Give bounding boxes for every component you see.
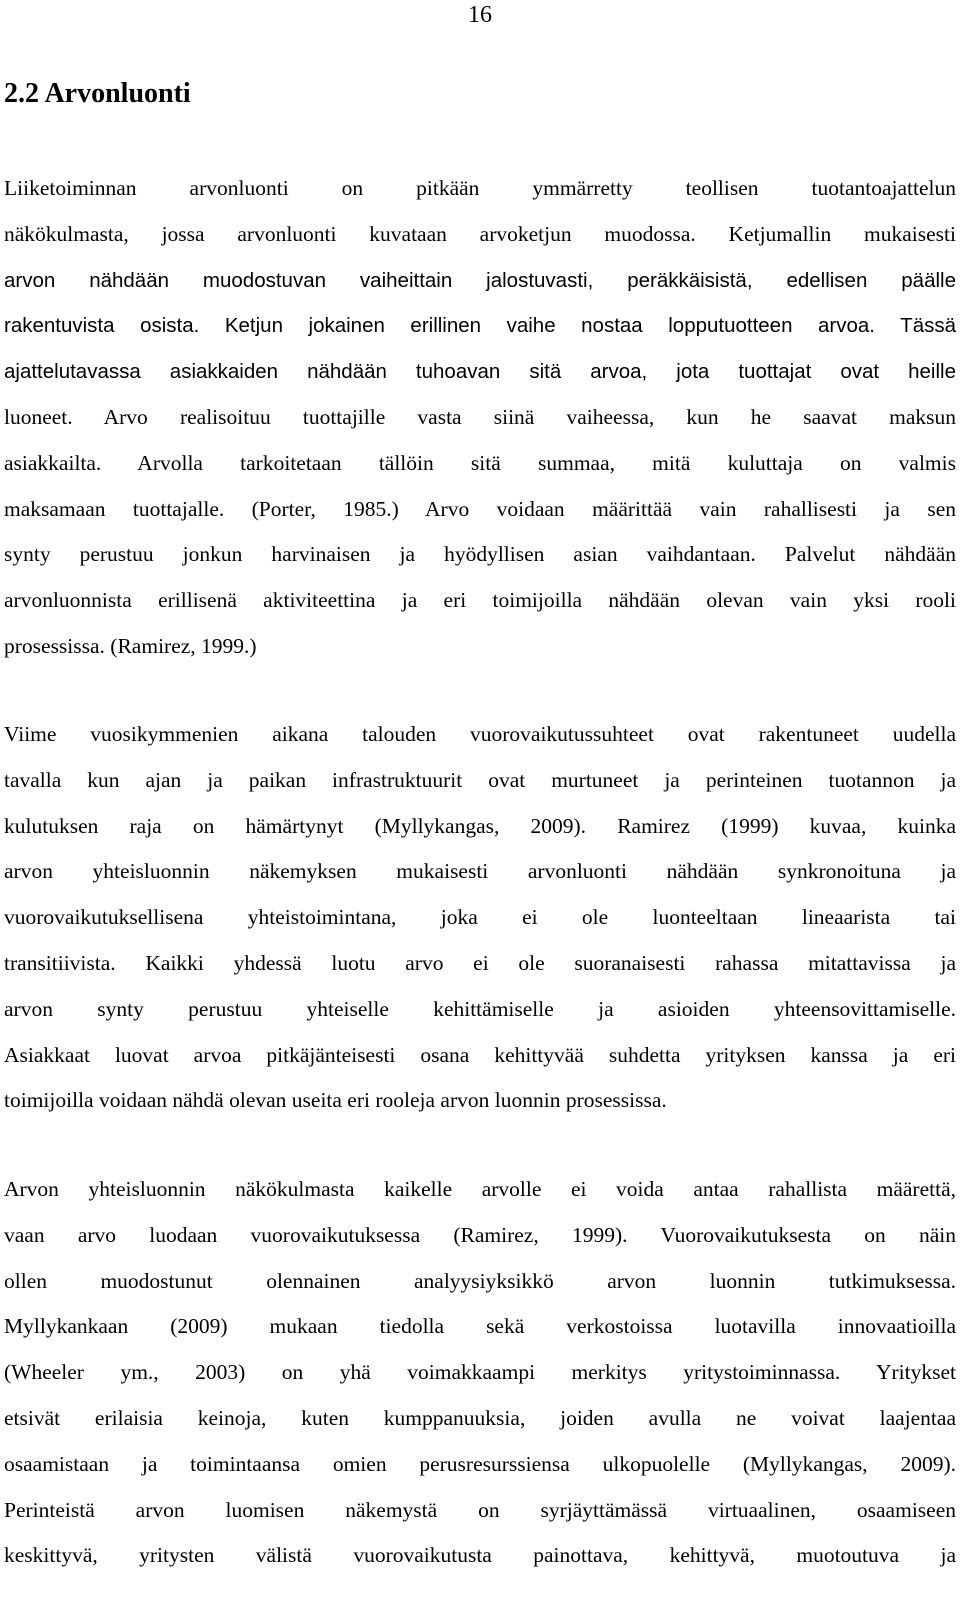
text-line: näkökulmasta, jossa arvonluonti kuvataan arvoketjun muodossa. Ketjumallin mukaisesti — [4, 221, 956, 246]
text-line: maksamaan tuottajalle. (Porter, 1985.) Arvo voidaan määrittää vain rahallisesti ja sen — [4, 496, 956, 521]
text-line: luoneet. Arvo realisoituu tuottajille vasta siinä vaiheessa, kun he saavat maksun — [4, 404, 956, 429]
text-line: vaan arvo luodaan vuorovaikutuksessa (Ramirez, 1999). Vuorovaikutuksesta on näin — [4, 1222, 956, 1247]
text-line: ajattelutavassa asiakkaiden nähdään tuhoavan sitä arvoa, jota tuottajat ovat heille — [4, 360, 956, 384]
text-line: Liiketoiminnan arvonluonti on pitkään ymmärretty teollisen tuotantoajattelun — [4, 176, 956, 200]
text-line: arvon yhteisluonnin näkemyksen mukaisesti arvonluonti nähdään synkronoituna ja — [4, 859, 956, 884]
text-line: arvonluonnista erillisenä aktiviteettina ja eri toimijoilla nähdään olevan vain yksi rooli — [4, 588, 956, 613]
text-line: osaamistaan ja toimintaansa omien perusresurssiensa ulkopuolelle (Myllykangas, 2009). — [4, 1451, 956, 1476]
text-line: Asiakkaat luovat arvoa pitkäjänteisesti osana kehittyvää suhdetta yrityksen kanssa ja eri — [4, 1042, 956, 1067]
text-line: asiakkailta. Arvolla tarkoitetaan tällöin sitä summaa, mitä kuluttaja on valmis — [4, 450, 956, 475]
text-line: prosessissa. (Ramirez, 1999.) — [4, 633, 257, 658]
text-line: rakentuvista osista. Ketjun jokainen erillinen vaihe nostaa lopputuotteen arvoa. Tässä — [4, 314, 956, 338]
text-line: arvon synty perustuu yhteiselle kehittämiselle ja asioiden yhteensovittamiselle. — [4, 996, 956, 1021]
page-number: 16 — [468, 2, 492, 28]
text-line: Myllykankaan (2009) mukaan tiedolla sekä verkostoissa luotavilla innovaatioilla — [4, 1314, 956, 1339]
text-line: ollen muodostunut olennainen analyysiyksikkö arvon luonnin tutkimuksessa. — [4, 1268, 956, 1293]
section-heading: 2.2 Arvonluonti — [4, 78, 191, 109]
text-line: transitiivista. Kaikki yhdessä luotu arvo ei ole suoranaisesti rahassa mitattavissa ja — [4, 950, 956, 975]
text-line: Arvon yhteisluonnin näkökulmasta kaikelle arvolle ei voida antaa rahallista määrettä, — [4, 1177, 956, 1201]
text-line: arvon nähdään muodostuvan vaiheittain jalostuvasti, peräkkäisistä, edellisen päälle — [4, 268, 956, 292]
paragraph-3 — [4, 1167, 956, 1579]
text-line: etsivät erilaisia keinoja, kuten kumppanuuksia, joiden avulla ne voivat laajentaa — [4, 1405, 956, 1430]
text-line: Viime vuosikymmenien aikana talouden vuorovaikutussuhteet ovat rakentuneet uudella — [4, 722, 956, 746]
text-line: toimijoilla voidaan nähdä olevan useita eri rooleja arvon luonnin prosessissa. — [4, 1088, 667, 1113]
paragraph-1 — [4, 166, 956, 670]
text-line: kulutuksen raja on hämärtynyt (Myllykangas, 2009). Ramirez (1999) kuvaa, kuinka — [4, 813, 956, 838]
paragraph-2 — [4, 712, 956, 1124]
text-line: (Wheeler ym., 2003) on yhä voimakkaampi merkitys yritystoiminnassa. Yritykset — [4, 1360, 956, 1385]
text-line: Perinteistä arvon luomisen näkemystä on syrjäyttämässä virtuaalinen, osaamiseen — [4, 1497, 956, 1522]
text-line: vuorovaikutuksellisena yhteistoimintana, joka ei ole luonteeltaan lineaarista tai — [4, 905, 956, 930]
text-line: tavalla kun ajan ja paikan infrastruktuurit ovat murtuneet ja perinteinen tuotannon ja — [4, 767, 956, 792]
text-line: keskittyvä, yritysten välistä vuorovaikutusta painottava, kehittyvä, muotoutuva ja — [4, 1543, 956, 1568]
text-line: synty perustuu jonkun harvinaisen ja hyödyllisen asian vaihdantaan. Palvelut nähdään — [4, 542, 956, 567]
